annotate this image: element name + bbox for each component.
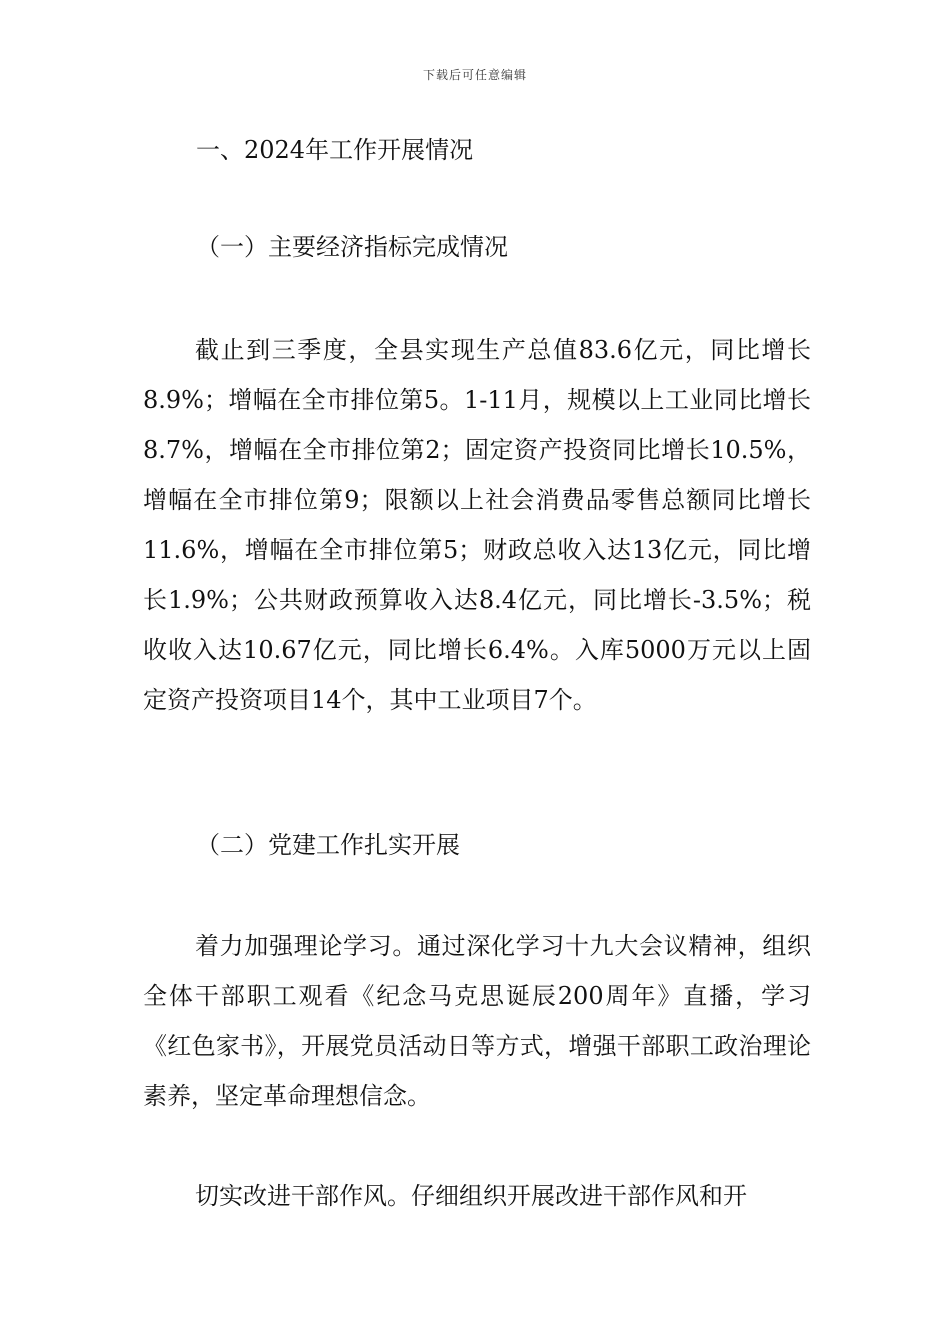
- section-title: 一、2024年工作开展情况: [196, 136, 474, 164]
- subsection-heading-party-building: （二）党建工作扎实开展: [196, 831, 460, 859]
- header-note: 下载后可任意编辑: [422, 68, 527, 82]
- paragraph-theory-study: 着力加强理论学习。通过深化学习十九大会议精神，组织全体干部职工观看《纪念马克思诞辰200周年》直播，学习《红色家书》，开展党员活动日等方式，增强干部职工政治理论素养，坚定革命理想信念。: [143, 932, 811, 1110]
- subsection-heading-economy: （一）主要经济指标完成情况: [196, 233, 508, 261]
- paragraph-work-style: 切实改进干部作风。仔细组织开展改进干部作风和开: [195, 1182, 747, 1210]
- paragraph-economic-indicators: 截止到三季度，全县实现生产总值83.6亿元，同比增长8.9%；增幅在全市排位第5。1-11月，规模以上工业同比增长8.7%，增幅在全市排位第2；固定资产投资同比增长10.5%，增幅在全市排位第9；限额以上社会消费品零售总额同比增长11.6%，增幅在全市排位第5；财政总收入达13亿元，同比增长1.9%；公共财政预算收入达8.4亿元，同比增长-3.5%；税收收入达10.67亿元，同比增长6.4%。入库5000万元以上固定资产投资项目14个，其中工业项目7个。: [143, 336, 811, 714]
